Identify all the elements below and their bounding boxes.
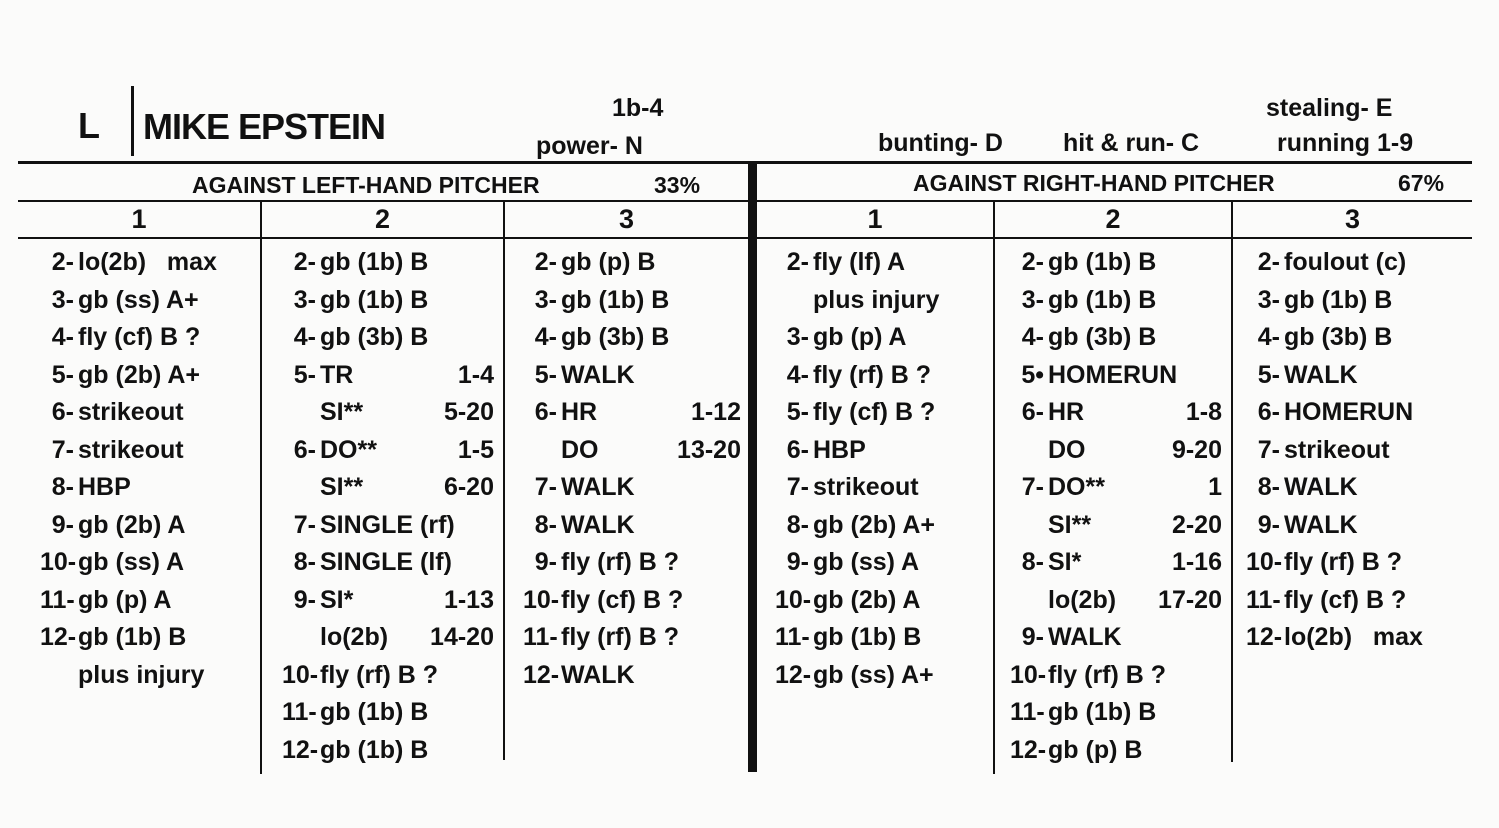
column-number: 2: [1105, 204, 1121, 234]
range-text: 9-20: [1171, 435, 1222, 464]
dice-roll: 5•: [1021, 360, 1044, 389]
dice-roll: 6-: [293, 435, 316, 464]
dice-roll: 5-: [534, 360, 557, 389]
result-row: [1010, 319, 1222, 357]
batter-hand: L: [78, 105, 100, 146]
dice-roll: 9-: [293, 585, 316, 614]
result-row: [40, 544, 245, 582]
vs-right-column-1: [775, 244, 987, 694]
result-text: HOMERUN: [1284, 398, 1414, 426]
range-text: 6-20: [443, 473, 494, 501]
dice-roll: 8-: [1021, 548, 1044, 576]
result-text: gb (1b) B: [320, 248, 429, 276]
result-row: [1246, 432, 1466, 470]
result-text: gb (1b) B: [320, 735, 429, 764]
result-row: [1010, 394, 1222, 432]
result-text: SI**: [320, 398, 364, 426]
result-text: HR: [1048, 398, 1085, 426]
result-row: [1246, 507, 1466, 545]
result-text: SI**: [320, 473, 364, 501]
power-rating: power- N: [536, 132, 643, 160]
result-row: [1246, 582, 1466, 620]
result-row: [282, 657, 494, 695]
dice-roll: 11-: [523, 623, 558, 651]
result-text: gb (p) A: [78, 585, 172, 614]
range-text: 1-8: [1185, 398, 1222, 426]
dice-roll: 5-: [786, 398, 809, 426]
hit-and-run-rating: hit & run- C: [1063, 129, 1200, 157]
result-text: plus injury: [78, 660, 205, 689]
dice-roll: 2-: [51, 248, 74, 276]
right-split-label: AGAINST RIGHT-HAND PITCHER: [913, 170, 1275, 196]
result-text: fly (rf) B ?: [1284, 548, 1403, 576]
result-text: gb (1b) B: [1048, 248, 1157, 276]
result-row: [1246, 394, 1466, 432]
dice-roll: 6-: [786, 435, 809, 464]
result-text: fly (rf) B ?: [561, 623, 680, 651]
result-text: lo(2b) max: [78, 248, 217, 276]
dice-roll: 5-: [51, 360, 74, 389]
result-row: [1010, 244, 1222, 282]
dice-roll: 6-: [1021, 398, 1044, 426]
result-row: [523, 619, 741, 657]
result-row: [282, 732, 494, 770]
result-row: [775, 544, 987, 582]
result-text: SI*: [320, 585, 354, 614]
dice-roll: 8-: [786, 510, 809, 539]
result-text: strikeout: [1284, 435, 1390, 464]
result-text: gb (1b) B: [320, 698, 429, 726]
dice-roll: 4-: [1257, 323, 1280, 351]
result-row: [775, 619, 987, 657]
dice-roll: 2-: [534, 248, 557, 276]
result-text: DO**: [320, 435, 377, 464]
column-divider: [503, 202, 505, 760]
result-row: [40, 582, 245, 620]
range-text: 1-4: [457, 360, 494, 389]
dice-roll: 11-: [1010, 698, 1045, 726]
dice-roll: 3-: [786, 323, 809, 351]
result-text: gb (1b) B: [320, 285, 429, 314]
result-text: fly (cf) B ?: [78, 323, 201, 351]
dice-roll: 11-: [282, 698, 317, 726]
result-text: lo(2b): [320, 623, 389, 651]
dice-roll: 8-: [1257, 473, 1280, 501]
dice-roll: 7-: [293, 510, 316, 539]
result-text: WALK: [1048, 623, 1122, 651]
dice-roll: 9-: [1021, 623, 1044, 651]
dice-roll: 10-: [1246, 548, 1283, 576]
result-text: gb (3b) B: [1048, 323, 1157, 351]
result-text: WALK: [561, 510, 635, 539]
dice-roll: 9-: [534, 548, 557, 576]
dice-roll: 3-: [534, 285, 557, 314]
result-row: [282, 507, 494, 545]
range-text: 1-16: [1171, 548, 1222, 576]
result-row: [1246, 544, 1466, 582]
result-text: HBP: [813, 435, 866, 464]
dice-roll: 2-: [1021, 248, 1044, 276]
range-text: 1-5: [457, 435, 494, 464]
center-divider: [748, 162, 757, 772]
dice-roll: 9-: [786, 548, 809, 576]
result-text: gb (1b) B: [813, 623, 922, 651]
result-text: gb (2b) A: [78, 510, 186, 539]
result-text: lo(2b) max: [1284, 623, 1423, 651]
result-text: DO**: [1048, 473, 1105, 501]
result-text: gb (p) B: [561, 248, 656, 276]
result-text: gb (3b) B: [320, 323, 429, 351]
dice-roll: 7-: [786, 473, 809, 501]
result-text: SI**: [1048, 510, 1092, 539]
result-row: [523, 357, 741, 395]
dice-roll: 11-: [775, 623, 810, 651]
result-row: [1010, 732, 1222, 770]
result-row: [282, 357, 494, 395]
dice-roll: 3-: [1021, 285, 1044, 314]
dice-roll: 10-: [282, 660, 319, 689]
result-text: gb (2b) A: [813, 585, 921, 614]
split-rule: [18, 200, 1472, 202]
result-text: SINGLE (lf): [320, 548, 452, 576]
range-text: 1: [1208, 473, 1222, 501]
dice-roll: 3-: [1257, 285, 1280, 314]
result-row: [523, 469, 741, 507]
dice-roll: 2-: [293, 248, 316, 276]
result-text: gb (ss) A+: [813, 660, 934, 689]
result-row: [775, 319, 987, 357]
result-text: HBP: [78, 473, 131, 501]
result-row: [282, 432, 494, 470]
column-number: 1: [131, 204, 147, 234]
result-row: [775, 469, 987, 507]
result-row: [1010, 582, 1222, 620]
result-row: [1246, 469, 1466, 507]
result-row: [282, 319, 494, 357]
result-row: [1246, 619, 1466, 657]
result-row: [523, 582, 741, 620]
result-row: [523, 319, 741, 357]
result-row: [40, 282, 245, 320]
result-text: HOMERUN: [1048, 360, 1178, 389]
result-row: [523, 657, 741, 695]
result-text: gb (1b) B: [1048, 698, 1157, 726]
result-text: WALK: [561, 473, 635, 501]
result-row: [1010, 694, 1222, 732]
column-divider: [1231, 202, 1233, 762]
dice-roll: 12-: [282, 735, 319, 764]
dice-roll: 10-: [775, 585, 812, 614]
range-text: 14-20: [430, 623, 494, 651]
dice-roll: 10-: [523, 585, 560, 614]
result-text: gb (ss) A+: [78, 285, 199, 314]
result-row: [1246, 244, 1466, 282]
dice-roll: 12-: [1010, 735, 1047, 764]
dice-roll: 7-: [1021, 473, 1044, 501]
dice-roll: 12-: [1246, 623, 1283, 651]
result-text: HR: [561, 398, 598, 426]
result-row: [1010, 619, 1222, 657]
result-text: DO: [1048, 435, 1086, 464]
result-text: fly (cf) B ?: [1284, 585, 1407, 614]
result-row: [1010, 507, 1222, 545]
result-row: [282, 619, 494, 657]
result-row: [775, 357, 987, 395]
range-text: 2-20: [1171, 510, 1222, 539]
dice-roll: 8-: [51, 473, 74, 501]
column-divider: [993, 202, 995, 774]
result-text: lo(2b): [1048, 585, 1117, 614]
result-text: WALK: [1284, 360, 1358, 389]
dice-roll: 12-: [40, 623, 77, 651]
column-number-rule: [18, 237, 1472, 239]
result-row: [523, 432, 741, 470]
range-text: 1-12: [690, 398, 741, 426]
result-row: [40, 244, 245, 282]
result-text: fly (lf) A: [813, 248, 906, 276]
dice-roll: 4-: [51, 323, 74, 351]
result-text: WALK: [561, 360, 635, 389]
result-text: WALK: [1284, 473, 1358, 501]
dice-roll: 5-: [1257, 360, 1280, 389]
result-row: [523, 244, 741, 282]
result-text: fly (cf) B ?: [813, 398, 936, 426]
dice-roll: 11-: [40, 585, 75, 614]
result-text: gb (1b) B: [561, 285, 670, 314]
result-row: [40, 657, 245, 695]
dice-roll: 8-: [534, 510, 557, 539]
result-row: [40, 469, 245, 507]
column-number: 3: [1344, 204, 1361, 234]
result-row: [1246, 319, 1466, 357]
result-text: WALK: [1284, 510, 1358, 539]
vs-left-column-2: [282, 244, 494, 769]
result-text: gb (1b) B: [78, 623, 187, 651]
result-text: fly (cf) B ?: [561, 585, 684, 614]
left-split-percent: 33%: [654, 172, 701, 198]
result-row: [1246, 282, 1466, 320]
result-row: [1010, 357, 1222, 395]
result-row: [1010, 282, 1222, 320]
result-row: [1010, 544, 1222, 582]
dice-roll: 11-: [1246, 585, 1281, 614]
result-text: gb (p) B: [1048, 735, 1143, 764]
dice-roll: 9-: [1257, 510, 1280, 539]
result-row: [775, 394, 987, 432]
result-text: gb (ss) A: [78, 548, 185, 576]
vs-right-column-2: [1010, 244, 1222, 769]
range-text: 1-13: [443, 585, 494, 614]
range-text: 17-20: [1158, 585, 1222, 614]
result-text: fly (rf) B ?: [1048, 660, 1167, 689]
range-text: 13-20: [677, 435, 741, 464]
result-text: DO: [561, 435, 599, 464]
dice-roll: 10-: [1010, 660, 1047, 689]
dice-roll: 6-: [51, 398, 74, 426]
dice-roll: 7-: [1257, 435, 1280, 464]
result-text: gb (2b) A+: [78, 360, 200, 389]
stealing-rating: stealing- E: [1266, 94, 1393, 122]
result-text: gb (1b) B: [1048, 285, 1157, 314]
result-row: [775, 432, 987, 470]
column-divider: [260, 202, 262, 774]
dice-roll: 3-: [51, 285, 74, 314]
column-number: 3: [618, 204, 635, 234]
result-row: [40, 319, 245, 357]
result-row: [282, 582, 494, 620]
result-row: [1010, 432, 1222, 470]
result-text: gb (p) A: [813, 323, 907, 351]
result-text: strikeout: [813, 473, 919, 501]
result-text: SINGLE (rf): [320, 510, 455, 539]
result-row: [40, 357, 245, 395]
result-row: [40, 432, 245, 470]
player-name: MIKE EPSTEIN: [143, 106, 386, 147]
result-row: [40, 619, 245, 657]
left-split-label: AGAINST LEFT-HAND PITCHER: [192, 172, 540, 198]
right-split-percent: 67%: [1398, 170, 1445, 196]
dice-roll: 4-: [534, 323, 557, 351]
result-row: [523, 282, 741, 320]
header-rule: [18, 161, 1472, 164]
result-row: [1010, 469, 1222, 507]
result-row: [282, 544, 494, 582]
result-row: [775, 507, 987, 545]
dice-roll: 5-: [293, 360, 316, 389]
result-text: fly (rf) B ?: [320, 660, 439, 689]
dice-roll: 6-: [534, 398, 557, 426]
dice-roll: 6-: [1257, 398, 1280, 426]
result-text: strikeout: [78, 435, 184, 464]
fielding-rating: 1b-4: [612, 94, 664, 122]
result-text: TR: [320, 360, 354, 389]
result-text: fly (rf) B ?: [561, 548, 680, 576]
result-text: gb (3b) B: [1284, 323, 1393, 351]
vs-right-column-3: [1246, 244, 1466, 657]
dice-roll: 12-: [775, 660, 812, 689]
result-row: [523, 394, 741, 432]
result-row: [523, 544, 741, 582]
result-row: [775, 657, 987, 695]
name-divider: [131, 86, 134, 156]
result-row: [1246, 357, 1466, 395]
dice-roll: 2-: [786, 248, 809, 276]
result-row: [282, 244, 494, 282]
range-text: 5-20: [443, 398, 494, 426]
result-text: foulout (c): [1284, 248, 1407, 276]
column-number: 1: [867, 204, 883, 234]
dice-roll: 8-: [293, 548, 316, 576]
result-row: [775, 582, 987, 620]
result-row: [523, 507, 741, 545]
result-row: [775, 244, 987, 282]
result-row: [775, 282, 987, 320]
dice-roll: 10-: [40, 548, 77, 576]
result-text: WALK: [561, 660, 635, 689]
bunting-rating: bunting- D: [878, 129, 1003, 157]
result-text: gb (ss) A: [813, 548, 920, 576]
dice-roll: 7-: [534, 473, 557, 501]
dice-roll: 4-: [293, 323, 316, 351]
dice-roll: 9-: [51, 510, 74, 539]
result-row: [282, 694, 494, 732]
result-text: fly (rf) B ?: [813, 360, 932, 389]
result-text: gb (3b) B: [561, 323, 670, 351]
running-rating: running 1-9: [1277, 129, 1414, 157]
result-row: [1010, 657, 1222, 695]
vs-left-column-1: [40, 244, 245, 694]
result-row: [40, 507, 245, 545]
result-text: plus injury: [813, 285, 940, 314]
result-text: gb (1b) B: [1284, 285, 1393, 314]
column-number: 2: [374, 204, 391, 234]
dice-roll: 12-: [523, 660, 560, 689]
result-text: SI*: [1048, 548, 1082, 576]
dice-roll: 4-: [1021, 323, 1044, 351]
dice-roll: 4-: [786, 360, 809, 389]
result-row: [282, 282, 494, 320]
result-row: [282, 394, 494, 432]
result-text: strikeout: [78, 398, 184, 426]
result-row: [40, 394, 245, 432]
result-text: gb (2b) A+: [813, 510, 935, 539]
dice-roll: 2-: [1257, 248, 1280, 276]
dice-roll: 7-: [51, 435, 74, 464]
dice-roll: 3-: [293, 285, 316, 314]
result-row: [282, 469, 494, 507]
vs-left-column-3: [523, 244, 741, 694]
